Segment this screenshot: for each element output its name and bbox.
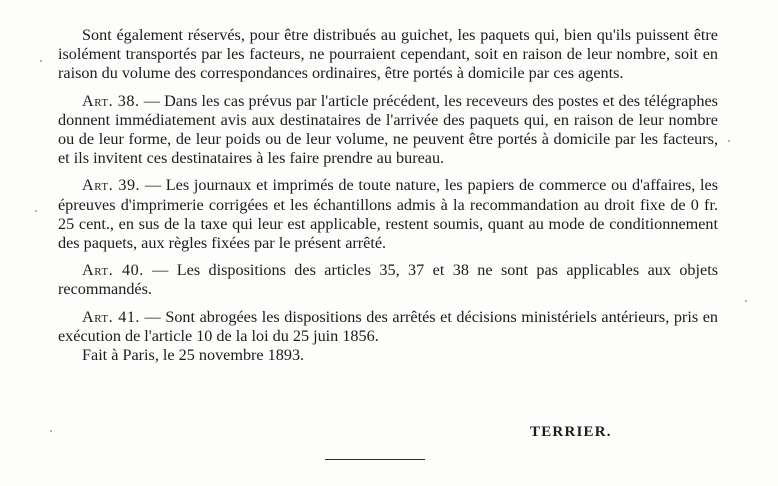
closing-text: Fait à Paris, le 25 novembre 1893. — [82, 346, 305, 365]
paragraph-article-38 — [58, 92, 718, 169]
closing-line — [58, 346, 718, 365]
scan-speck — [50, 430, 52, 432]
paragraph-text: — Dans les cas prévus par l'article précédent, les receveurs des postes et des télégraphes donnent immédiatement avis aux destinataires de l'arrivée des paquets qui, en raison de leur nombre ou de leur forme, de leur poids ou de leur volume, ne peuvent être portés à domicile par les facteurs, et ils invitent ces destinataires à les faire prendre au bureau. — [58, 91, 718, 168]
signature: TERRIER. — [530, 424, 612, 440]
scan-speck — [745, 300, 747, 302]
scan-speck — [40, 60, 42, 62]
scan-speck — [35, 210, 37, 212]
article-label: Art. 38. — [82, 91, 140, 110]
paragraph-text: — Sont abrogées les dispositions des arrêtés et décisions ministériels antérieurs, pris en exécution de l'article 10 de la loi du 25 juin 1856. — [58, 307, 718, 345]
paragraph-reserved-packages — [58, 26, 718, 84]
article-label: Art. 41. — [82, 307, 140, 326]
paragraph-text: — Les dispositions des articles 35, 37 et 38 ne sont pas applicables aux objets recommandés. — [58, 261, 719, 299]
bottom-rule — [325, 459, 425, 460]
article-label: Art. 39. — [82, 176, 141, 195]
document-body — [58, 26, 718, 365]
paragraph-article-39 — [58, 176, 718, 253]
article-label: Art. 40. — [82, 261, 144, 280]
paragraph-text: Sont également réservés, pour être distribués au guichet, les paquets qui, bien qu'ils puissent être isolément transportés par les facteurs, ne pourraient cependant, soit en raison de leur nombre, soit en raison du volume des correspondances ordinaires, être portés à domicile par ces agents. — [58, 26, 718, 83]
paragraph-article-41 — [58, 308, 718, 346]
paragraph-article-40 — [58, 261, 718, 299]
paragraph-text: — Les journaux et imprimés de toute nature, les papiers de commerce ou d'affaires, les épreuves d'imprimerie corrigées et les échantillons admis à la recommandation au droit fixe de 0 fr. 25 cent., en sus de la taxe qui leur est applicable, restent soumis, quant au mode de conditionnement des paquets, aux règles fixées par le présent arrêté. — [58, 176, 719, 253]
scan-speck — [728, 140, 730, 142]
